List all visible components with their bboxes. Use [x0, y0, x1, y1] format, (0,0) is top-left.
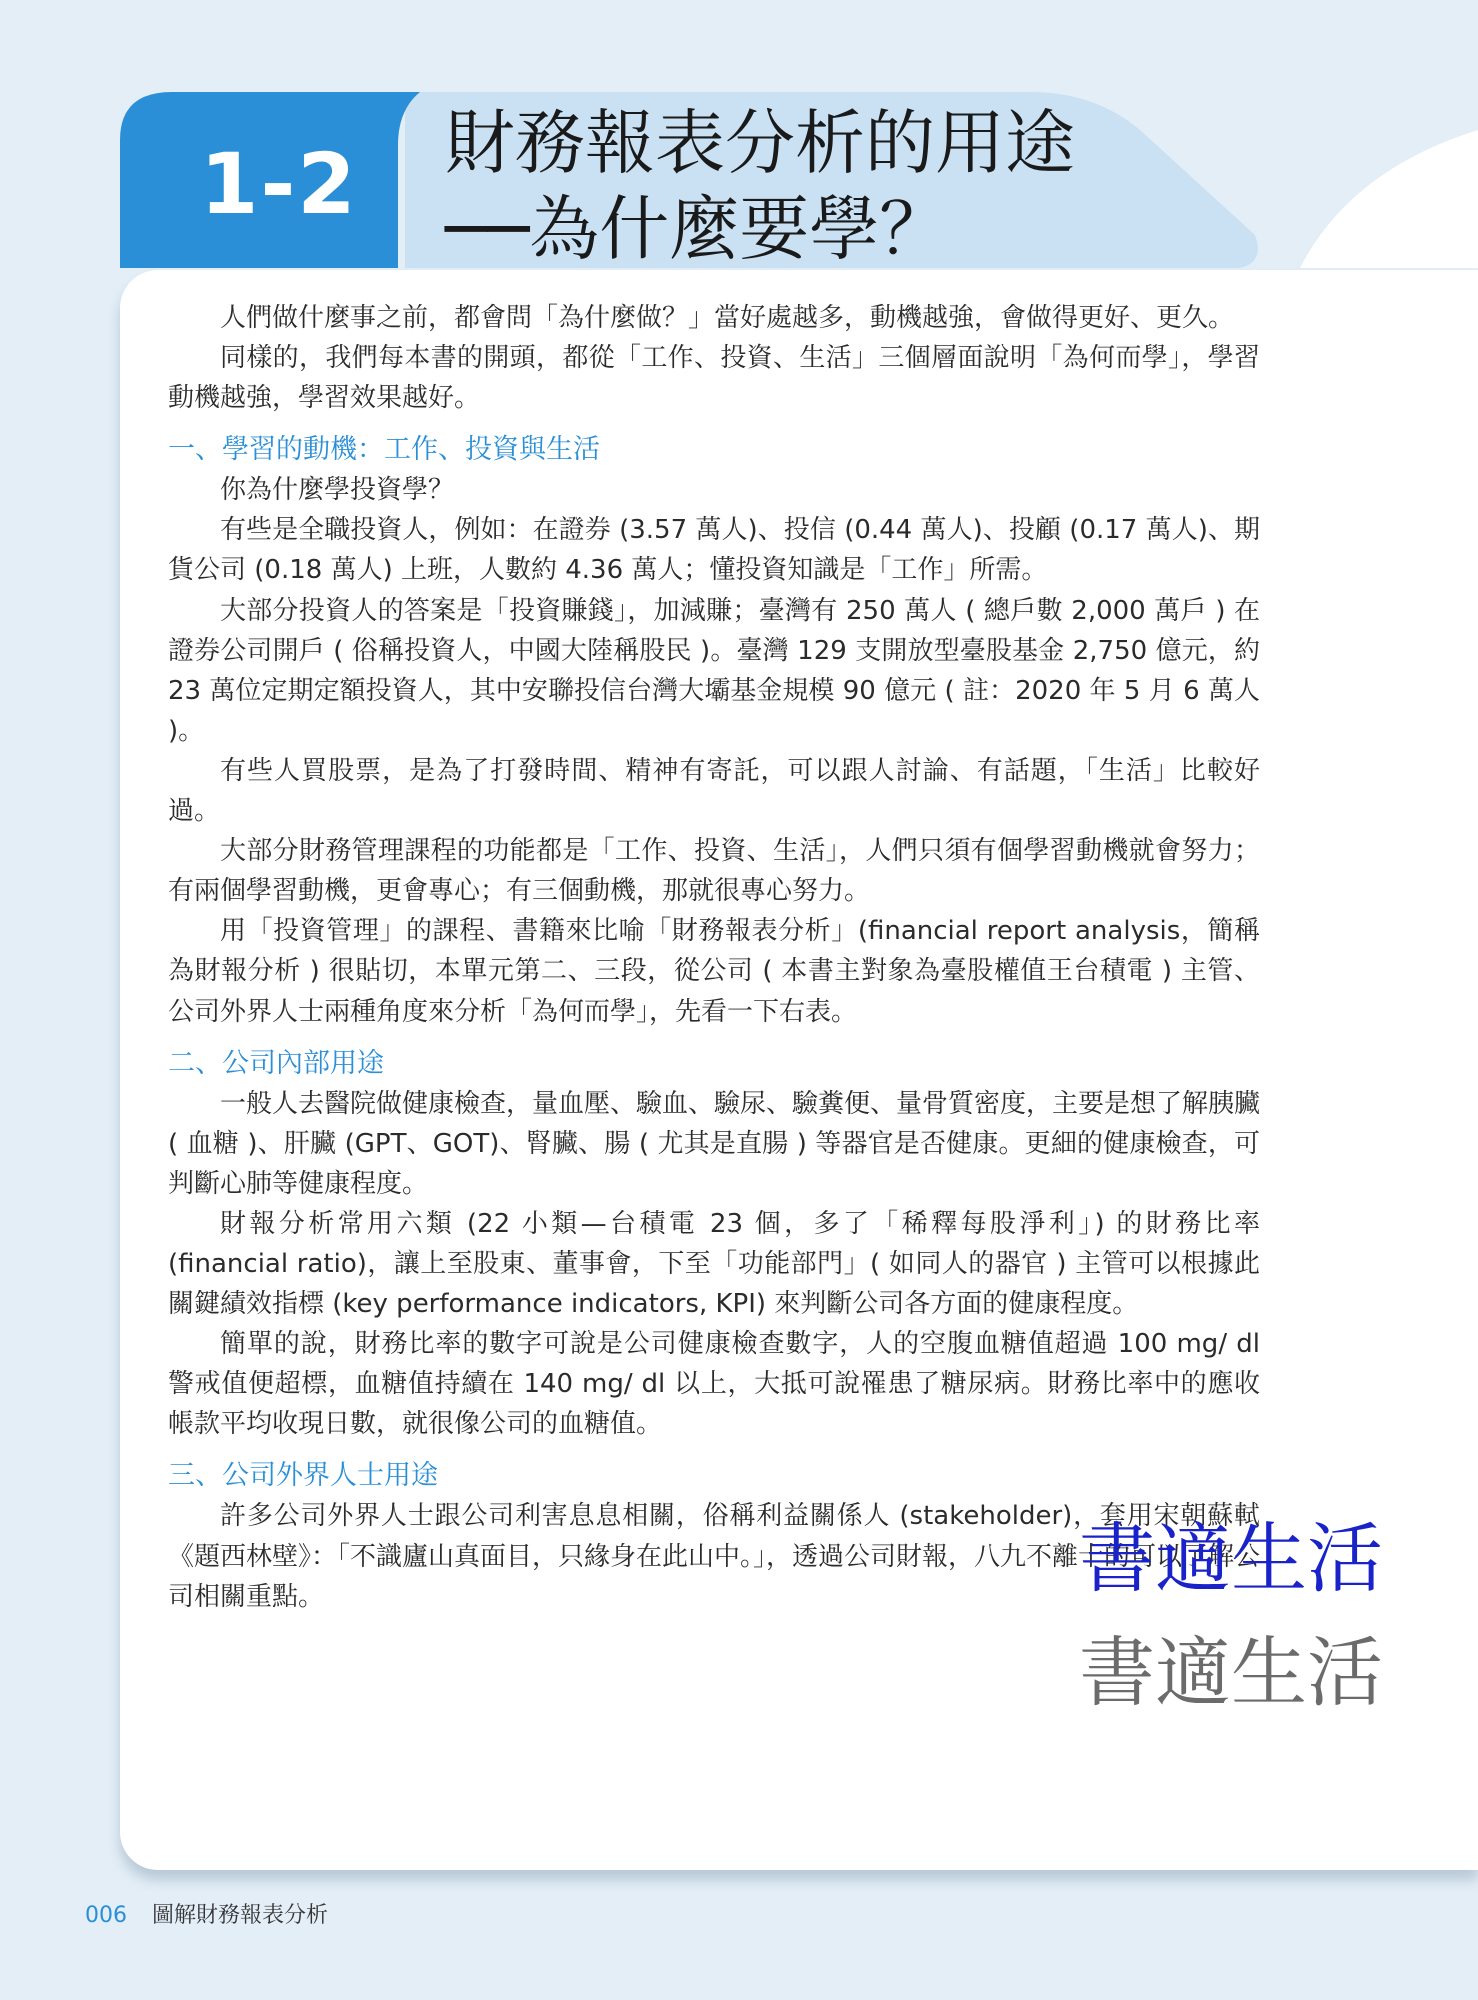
intro-paragraph: 同樣的，我們每本書的開頭，都從「工作、投資、生活」三個層面說明「為何而學」，學習動機越強，學習效果越好。	[168, 343, 1260, 414]
section-heading-motivation: 一、學習的動機：工作、投資與生活	[168, 434, 600, 466]
body-paragraph: 有些是全職投資人，例如：在證券 (3.57 萬人)、投信 (0.44 萬人)、投顧 (0.17 萬人)、期貨公司 (0.18 萬人) 上班，人數約 4.36 萬人；懂投資知識是「工作」所需。	[168, 515, 1260, 586]
watermark-text: 書適生活	[1079, 1628, 1383, 1717]
page-footer	[85, 1898, 328, 1929]
section-title	[445, 100, 1075, 272]
body-paragraph: 一般人去醫院做健康檢查，量血壓、驗血、驗尿、驗糞便、量骨質密度，主要是想了解胰臟 ( 血糖 )、肝臟 (GPT、GOT)、腎臟、腸 ( 尤其是直腸 ) 等器官是否健康。更細的健康檢查，可判斷心肺等健康程度。	[168, 1088, 1261, 1199]
body-paragraph: 財報分析常用六類 (22 小類—台積電 23 個，多了「稀釋每股淨利」) 的財務比率 (financial ratio)，讓上至股東、董事會，下至「功能部門」( 如同人的器官 ) 主管可以根據此關鍵績效指標 (key performance indicators, KPI) 來判斷公司各方面的健康程度。	[168, 1208, 1260, 1320]
section-title-line-2: ──為什麼要學？	[445, 188, 950, 270]
body-paragraph: 你為什麼學投資學？	[220, 475, 455, 506]
body-paragraph: 用「投資管理」的課程、書籍來比喻「財務報表分析」(financial report analysis，簡稱為財報分析 ) 很貼切，本單元第二、三段，從公司 ( 本書主對象為臺股權值王台積電 ) 主管、公司外界人士兩種角度來分析「為何而學」，先看一下右表。	[168, 916, 1260, 1027]
page-number: 006	[85, 1903, 127, 1928]
body-paragraph: 大部分財務管理課程的功能都是「工作、投資、生活」，人們只須有個學習動機就會努力；有兩個學習動機，更會專心；有三個動機，那就很專心努力。	[168, 836, 1260, 907]
header-right-curve	[1300, 130, 1478, 268]
body-paragraph: 大部分投資人的答案是「投資賺錢」，加減賺；臺灣有 250 萬人 ( 總戶數 2,000 萬戶 ) 在證券公司開戶 ( 俗稱投資人，中國大陸稱股民 )。臺灣 129 支開放型臺股基金 2,750 億元，約 23 萬位定期定額投資人，其中安聯投信台灣大壩基金規模 90 億元 ( 註：2020 年 5 月 6 萬人 )。	[168, 595, 1260, 746]
section-title-line-1: 財務報表分析的用途	[445, 102, 1075, 184]
intro-paragraph: 人們做什麼事之前，都會問「為什麼做？」當好處越多，動機越強，會做得更好、更久。	[220, 303, 1235, 333]
body-paragraph: 許多公司外界人士跟公司利害息息相關，俗稱利益關係人 (stakeholder)，套用宋朝蘇軾《題西林壁》：「不識廬山真面目，只緣身在此山中。」，透過公司財報，八九不離十的可以了解公司相關重點。	[168, 1501, 1261, 1612]
body-paragraph: 簡單的說，財務比率的數字可說是公司健康檢查數字，人的空腹血糖值超過 100 mg/ dl 警戒值便超標，血糖值持續在 140 mg/ dl 以上，大抵可說罹患了糖尿病。財務比率中的應收帳款平均收現日數，就很像公司的血糖值。	[168, 1329, 1260, 1440]
body-paragraph: 有些人買股票，是為了打發時間、精神有寄託，可以跟人討論、有話題，「生活」比較好過。	[168, 755, 1260, 827]
section-heading-internal-use: 二、公司內部用途	[168, 1047, 384, 1079]
section-number: 1-2	[200, 135, 358, 233]
book-title: 圖解財務報表分析	[152, 1903, 329, 1928]
section-heading-external-use: 三、公司外界人士用途	[168, 1460, 438, 1492]
article-body	[168, 298, 1260, 1617]
watermark-text: 書適生活	[1079, 1514, 1383, 1603]
